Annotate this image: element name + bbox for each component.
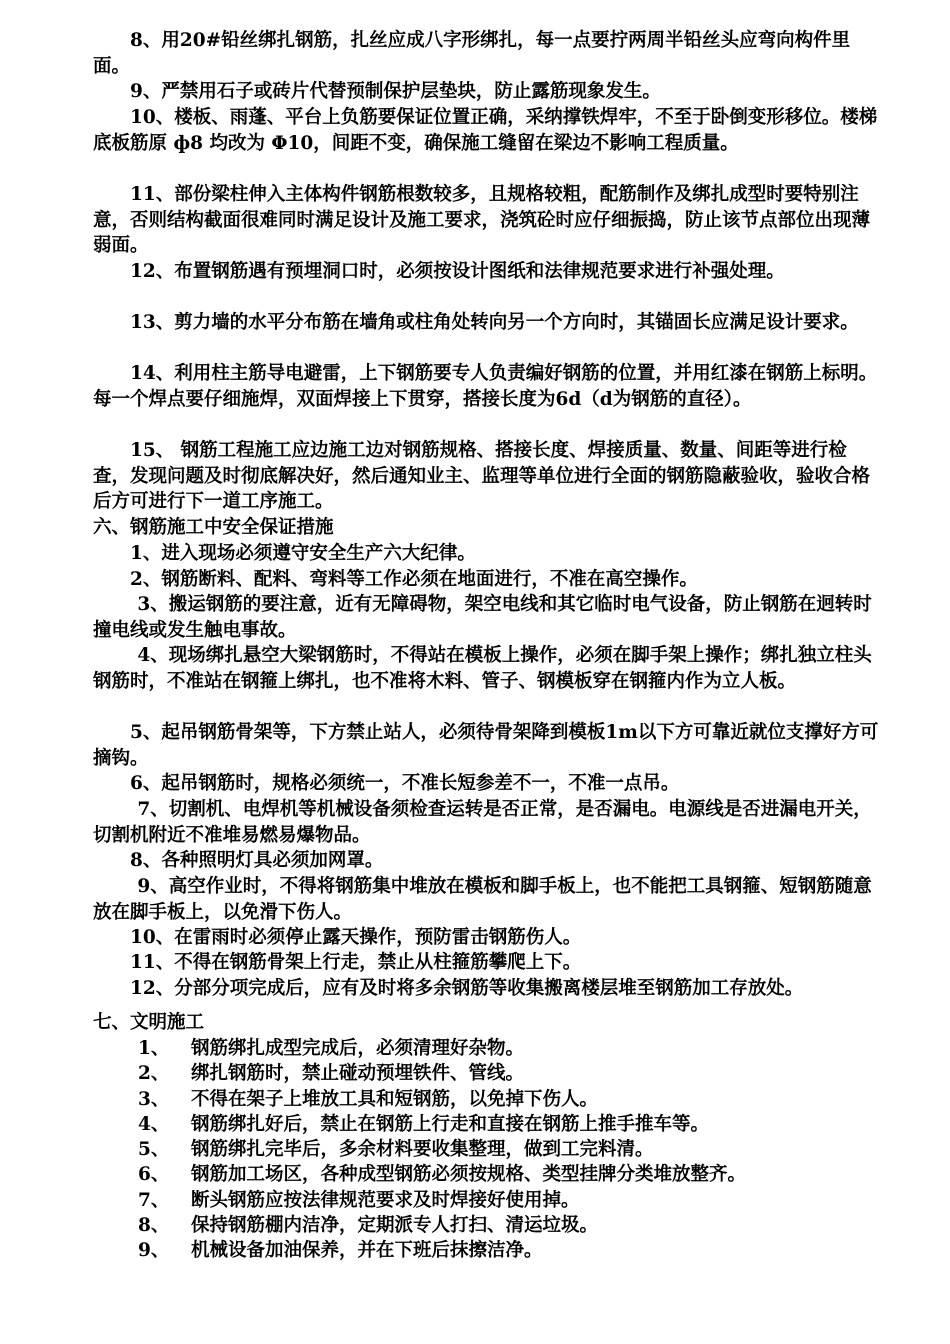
list-item-number: 1、 — [138, 1038, 170, 1059]
list-item — [93, 1213, 893, 1238]
list-item-number: 5、 — [138, 1139, 170, 1161]
list-item-number: 8、 — [138, 1215, 170, 1237]
list-item-number: 4、 — [138, 1113, 170, 1135]
list-item — [93, 1162, 893, 1187]
section-heading-safety: 六、钢筋施工中安全保证措施 — [93, 517, 334, 538]
list-item-number: 9、 — [138, 1240, 170, 1262]
list-item-number: 6、 — [138, 1164, 170, 1186]
civilized-list — [93, 1036, 893, 1264]
safety-item-11: 11、不得在钢筋骨架上行走，禁止从柱箍筋攀爬上下。 — [130, 952, 582, 973]
list-item-text: 钢筋绑扎好后，禁止在钢筋上行走和直接在钢筋上推手推车等。 — [191, 1113, 710, 1135]
list-item — [93, 1188, 893, 1213]
safety-item-2: 2、钢筋断料、配料、弯料等工作必须在地面进行，不准在高空操作。 — [130, 569, 698, 590]
list-item — [93, 1087, 893, 1112]
list-item-text: 断头钢筋应按法律规范要求及时焊接好使用掉。 — [191, 1189, 580, 1211]
list-item — [93, 1036, 893, 1061]
safety-item-7: 7、切割机、电焊机等机械设备须检查运转是否正常，是否漏电。电源线是否进漏电开关，切割机附近不准堆易燃易爆物品。 — [93, 799, 872, 846]
safety-item-6: 6、起吊钢筋时，规格必须统一，不准长短参差不一，不准一点吊。 — [130, 773, 680, 794]
list-item-number: 2、 — [138, 1063, 170, 1085]
paragraph-item-10: 10、楼板、雨蓬、平台上负筋要保证位置正确，采纳撑铁焊牢，不至于卧倒变形移位。楼梯底板筋原 ф8 均改为 Φ10，间距不变，确保施工缝留在梁边不影响工程质量。 — [93, 107, 878, 154]
paragraph-item-14: 14、利用柱主筋导电避雷，上下钢筋要专人负责编好钢筋的位置，并用红漆在钢筋上标明。每一个焊点要仔细施焊，双面焊接上下贯穿，搭接长度为6d（d为钢筋的直径）。 — [93, 363, 878, 410]
list-item — [93, 1112, 893, 1137]
list-item-text: 保持钢筋棚内洁净，定期派专人打扫、清运垃圾。 — [191, 1215, 599, 1237]
list-item-text: 不得在架子上堆放工具和短钢筋，以免掉下伤人。 — [191, 1088, 599, 1110]
safety-item-5: 5、起吊钢筋骨架等，下方禁止站人，必须待骨架降到模板1m以下方可靠近就位支撑好方可摘钩。 — [93, 722, 879, 769]
list-item — [93, 1238, 893, 1263]
paragraph-item-12: 12、布置钢筋遇有预埋洞口时，必须按设计图纸和法律规范要求进行补强处理。 — [130, 261, 785, 282]
list-item-text: 钢筋绑扎成型完成后，必须清理好杂物。 — [191, 1038, 525, 1059]
safety-item-12: 12、分部分项完成后，应有及时将多余钢筋等收集搬离楼层堆至钢筋加工存放处。 — [130, 978, 804, 999]
paragraph-item-11: 11、部份梁柱伸入主体构件钢筋根数较多，且规格较粗，配筋制作及绑扎成型时要特别注意，否则结构截面很难同时满足设计及施工要求，浇筑砼时应仔细振捣，防止该节点部位出现薄弱面。 — [93, 184, 871, 257]
list-item-text: 绑扎钢筋时，禁止碰动预埋铁件、管线。 — [191, 1063, 525, 1085]
paragraph-item-9: 9、严禁用石子或砖片代替预制保护层垫块，防止露筋现象发生。 — [130, 81, 661, 102]
paragraph-item-15: 15、 钢筋工程施工应边施工边对钢筋规格、搭接长度、焊接质量、数量、间距等进行检查，发现问题及时彻底解决好，然后通知业主、监理等单位进行全面的钢筋隐蔽验收，验收合格后方可进行下一道工序施工。 — [93, 440, 871, 513]
safety-item-1: 1、进入现场必须遵守安全生产六大纪律。 — [130, 543, 476, 564]
paragraph-item-8: 8、用20#铅丝绑扎钢筋，扎丝应成八字形绑扎，每一点要拧两周半铅丝头应弯向构件里面。 — [93, 30, 851, 77]
safety-item-3: 3、搬运钢筋的要注意，近有无障碍物，架空电线和其它临时电气设备，防止钢筋在迥转时撞电线或发生触电事故。 — [93, 594, 872, 641]
list-item — [93, 1061, 893, 1086]
list-item-number: 7、 — [138, 1189, 170, 1211]
section-heading-civilized: 七、文明施工 — [93, 1012, 205, 1033]
safety-item-8: 8、各种照明灯具必须加网罩。 — [130, 850, 384, 871]
list-item — [93, 1137, 893, 1162]
paragraph-item-13: 13、剪力墙的水平分布筋在墙角或柱角处转向另一个方向时，其锚固长应满足设计要求。 — [130, 312, 859, 333]
list-item-text: 机械设备加油保养，并在下班后抹擦洁净。 — [191, 1240, 543, 1262]
safety-item-4: 4、现场绑扎悬空大梁钢筋时，不得站在模板上操作，必须在脚手架上操作；绑扎独立柱头钢筋时，不准站在钢箍上绑扎，也不准将木料、管子、钢模板穿在钢箍内作为立人板。 — [93, 645, 872, 692]
safety-item-10: 10、在雷雨时必须停止露天操作，预防雷击钢筋伤人。 — [130, 927, 582, 948]
list-item-text: 钢筋绑扎完毕后，多余材料要收集整理，做到工完料清。 — [191, 1139, 654, 1161]
list-item-number: 3、 — [138, 1088, 170, 1110]
list-item-text: 钢筋加工场区，各种成型钢筋必须按规格、类型挂牌分类堆放整齐。 — [191, 1164, 747, 1186]
safety-item-9: 9、高空作业时，不得将钢筋集中堆放在模板和脚手板上，也不能把工具钢箍、短钢筋随意放在脚手板上，以免滑下伤人。 — [93, 876, 872, 923]
